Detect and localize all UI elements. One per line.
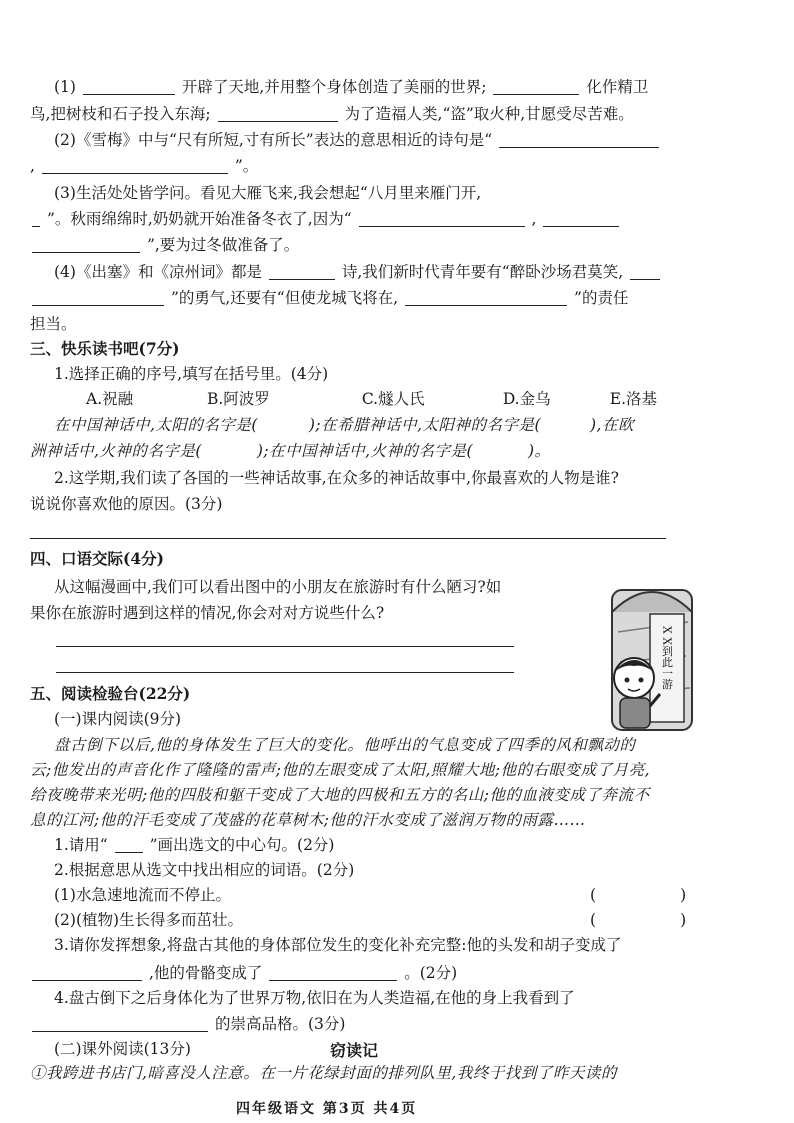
section3-q1-text2: 洲神话中,火神的名字是( );在中国神话中,火神的名字是( )。 (30, 442, 551, 460)
blank[interactable] (32, 289, 164, 306)
blank[interactable] (83, 78, 175, 95)
q2-2-line1: (2)《雪梅》中与“尺有所短,寸有所长”表达的意思相近的诗句是“ (54, 129, 794, 151)
option-b: B.阿波罗 (206, 390, 270, 408)
section3-q2-line1: 2.这学期,我们读了各国的一些神话故事,在众多的神话故事中,你最喜欢的人物是谁? (54, 469, 619, 487)
q2-2-line2: , ”。 (30, 157, 259, 175)
options-row (86, 388, 794, 410)
passage-line: 息的江河;他的汗毛变成了茂盛的花草树木;他的汗水变成了滋润万物的雨露…… (30, 811, 586, 829)
section3-q2-line2: 说说你喜欢他的原因。(3分) (30, 495, 223, 513)
passage-line: 盘古倒下以后,他的身体发生了巨大的变化。他呼出的气息变成了四季的风和飘动的 (54, 736, 636, 754)
q2-3-line3: ”,要为过冬做准备了。 (30, 234, 770, 256)
blank[interactable] (499, 131, 659, 148)
blank[interactable] (42, 157, 228, 174)
section5-q3-line1: 3.请你发挥想象,将盘古其他的身体部位发生的变化补充完整:他的头发和胡子变成了 (54, 936, 622, 954)
q2-3-line2: ”。秋雨绵绵时,奶奶就开始准备冬衣了,因为“ , (30, 208, 770, 230)
blank[interactable] (269, 263, 335, 280)
answer-paren-row[interactable]: ( ) (590, 911, 687, 929)
answer-line[interactable] (30, 538, 666, 539)
section5-q3-line2: ,他的骨骼变成了 。(2分) (30, 962, 770, 984)
section5-sub2: (二)课外阅读(13分) (54, 1040, 191, 1058)
q2-1-line1: (1) 开辟了天地,并用整个身体创造了美丽的世界; 化作精卫 (54, 78, 649, 96)
blank[interactable] (405, 289, 567, 306)
q2-4-line1: (4)《出塞》和《凉州词》都是 诗,我们新时代青年要有“醉卧沙场君莫笑, (54, 261, 794, 283)
section3-q1-text1: 在中国神话中,太阳的名字是( );在希腊神话中,太阳神的名字是( ),在欧 (54, 416, 634, 434)
answer-paren-row[interactable]: ( ) (590, 886, 687, 904)
section5-q2-2: (2)(植物)生长得多而茁壮。 (54, 911, 244, 929)
section5-q4-line2: 的崇高品格。(3分) (30, 1013, 770, 1035)
blank[interactable] (32, 1015, 208, 1032)
section5-q1: 1.请用“ ”画出选文的中心句。(2分) (54, 836, 335, 854)
q2-4-line2: ”的勇气,还要有“但使龙城飞将在, ”的责任 (30, 287, 770, 309)
section5-q4-line1: 4.盘古倒下之后身体化为了世界万物,依旧在为人类造福,在他的身上我看到了 (54, 989, 575, 1007)
section4-text2: 果你在旅游时遇到这样的情况,你会对对方说些什么? (30, 604, 385, 622)
blank[interactable] (218, 105, 338, 122)
section5-q2: 2.根据意思从选文中找出相应的词语。(2分) (54, 861, 355, 879)
blank[interactable] (32, 210, 40, 227)
section3-q1: 1.选择正确的序号,填写在括号里。(4分) (54, 365, 329, 383)
option-c: C.燧人氏 (361, 390, 425, 408)
blank[interactable] (630, 263, 660, 280)
cartoon-graffiti-text: X X到此一游 (660, 626, 674, 690)
passage-line: 给夜晚带来光明;他的四肢和躯干变成了大地的四极和五方的名山;他的血液变成了奔流不 (30, 786, 650, 804)
q2-4-line3: 担当。 (30, 315, 77, 333)
passage-line: 云;他发出的声音化作了隆隆的雷声;他的左眼变成了太阳,照耀大地;他的右眼变成了月亮, (30, 761, 651, 779)
q2-1-line2: 鸟,把树枝和石子投入东海; 为了造福人类,“盗”取火种,甘愿受尽苦难。 (30, 105, 634, 123)
section4-heading: 四、口语交际(4分) (30, 549, 164, 568)
option-e: E.洛基 (609, 390, 657, 408)
blank[interactable] (32, 964, 142, 981)
section5-sub1: (一)课内阅读(9分) (54, 710, 182, 728)
answer-line[interactable] (56, 672, 514, 673)
blank[interactable] (269, 964, 397, 981)
blank[interactable] (493, 78, 579, 95)
section3-heading: 三、快乐读书吧(7分) (30, 339, 180, 358)
answer-line[interactable] (56, 646, 514, 647)
option-d: D.金乌 (502, 390, 551, 408)
blank[interactable] (32, 236, 140, 253)
section5-q2-1: (1)水急速地流而不停止。 (54, 886, 231, 904)
blank[interactable] (359, 210, 525, 227)
underline-sample (115, 836, 143, 853)
section5-heading: 五、阅读检验台(22分) (30, 684, 191, 703)
section4-text1: 从这幅漫画中,我们可以看出图中的小朋友在旅游时有什么陋习?如 (54, 578, 502, 596)
blank[interactable] (543, 210, 619, 227)
article-paragraph-1: ①我跨进书店门,暗喜没人注意。在一片花绿封面的排列队里,我终于找到了昨天读的 (30, 1064, 617, 1082)
article-title: 窃读记 (330, 1041, 379, 1060)
page-footer: 四年级语文 第3页 共4页 (236, 1101, 418, 1117)
option-a: A.祝融 (86, 390, 134, 408)
q2-3-line1: (3)生活处处皆学问。看见大雁飞来,我会想起“八月里来雁门开, (54, 184, 482, 202)
